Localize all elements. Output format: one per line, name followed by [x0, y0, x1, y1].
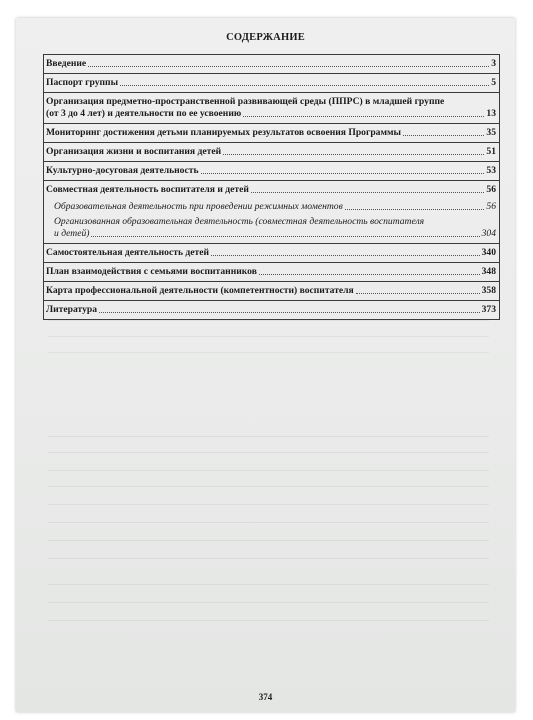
dot-leader — [345, 209, 485, 210]
toc-entry — [44, 162, 499, 181]
toc-entry-page: 56 — [486, 184, 496, 195]
toc-entry-page: 358 — [481, 285, 496, 296]
dot-leader — [201, 173, 485, 174]
toc-entry-title: Культурно-досуговая деятельность — [46, 165, 199, 176]
dot-leader — [99, 312, 480, 313]
dot-leader — [88, 66, 489, 67]
bleed-through-line — [48, 336, 489, 337]
toc-entry — [44, 301, 499, 320]
bleed-through-line — [48, 320, 489, 321]
dot-leader — [356, 293, 480, 294]
toc-entry — [44, 55, 499, 74]
toc-entry-title: Организация жизни и воспитания детей — [46, 146, 222, 157]
toc-subentry-page: 56 — [486, 201, 496, 212]
toc-entry-title: План взаимодействия с семьями воспитанников — [46, 266, 257, 277]
toc-subentry — [44, 199, 499, 214]
bleed-through-line — [48, 452, 489, 453]
bleed-through-line — [48, 486, 489, 487]
page-title: СОДЕРЖАНИЕ — [226, 32, 305, 43]
toc-entry — [44, 282, 499, 301]
document-page — [16, 18, 515, 712]
toc-entry-title: Самостоятельная деятельность детей — [46, 247, 210, 258]
toc-entry-page: 13 — [486, 108, 496, 119]
toc-entry-page: 53 — [486, 165, 496, 176]
toc-subentry-title: Образовательная деятельность при проведении режимных моментов — [54, 201, 343, 212]
dot-leader — [120, 85, 489, 86]
toc-entry-title: Совместная деятельность воспитателя и детей — [46, 184, 249, 195]
bleed-through-line — [48, 470, 489, 471]
toc-subentry-page: 304 — [481, 228, 496, 239]
toc-entry — [44, 93, 499, 124]
bleed-through-line — [48, 504, 489, 505]
dot-leader — [403, 135, 484, 136]
dot-leader — [243, 116, 484, 117]
toc-entry — [44, 181, 499, 199]
toc-entry-page: 35 — [486, 127, 496, 138]
dot-leader — [251, 192, 485, 193]
toc-subentry-title-line2: и детей) — [54, 228, 90, 239]
toc-entry-title-line2: (от 3 до 4 лет) и деятельности по ее усвоению — [46, 108, 242, 119]
toc-entry-page: 3 — [491, 58, 496, 69]
toc-entry — [44, 74, 499, 93]
bleed-through-line — [48, 522, 489, 523]
dot-leader — [223, 154, 484, 155]
toc-entry-page: 340 — [481, 247, 496, 258]
toc-entry-title: Введение — [46, 58, 87, 69]
toc-entry — [44, 143, 499, 162]
toc-entry-title: Карта профессиональной деятельности (компетентности) воспитателя — [46, 285, 354, 296]
toc-entry-page: 348 — [481, 266, 496, 277]
toc-entry-page: 5 — [491, 77, 496, 88]
toc-entry-title: Мониторинг достижения детьми планируемых результатов освоения Программы — [46, 127, 402, 138]
page-number: 374 — [258, 692, 273, 702]
toc-entry-title-line1: Организация предметно-пространственной развивающей среды (ППРС) в младшей группе — [46, 96, 445, 107]
toc-subentry — [44, 214, 499, 244]
toc-entry — [44, 244, 499, 263]
toc-entry — [44, 263, 499, 282]
bleed-through-line — [48, 602, 489, 603]
toc-subentry-title-line1: Организованная образовательная деятельность (совместная деятельность воспитателя — [54, 216, 425, 227]
toc-entry-title: Литература — [46, 304, 98, 315]
toc-entry-page: 51 — [486, 146, 496, 157]
table-of-contents — [43, 54, 500, 320]
bleed-through-line — [48, 558, 489, 559]
bleed-through-line — [48, 352, 489, 353]
bleed-through-line — [48, 620, 489, 621]
bleed-through-line — [48, 436, 489, 437]
toc-entry-title: Паспорт группы — [46, 77, 119, 88]
toc-entry — [44, 124, 499, 143]
dot-leader — [211, 255, 480, 256]
bleed-through-line — [48, 540, 489, 541]
bleed-through-line — [48, 584, 489, 585]
dot-leader — [259, 274, 480, 275]
dot-leader — [91, 236, 479, 237]
toc-entry-page: 373 — [481, 304, 496, 315]
